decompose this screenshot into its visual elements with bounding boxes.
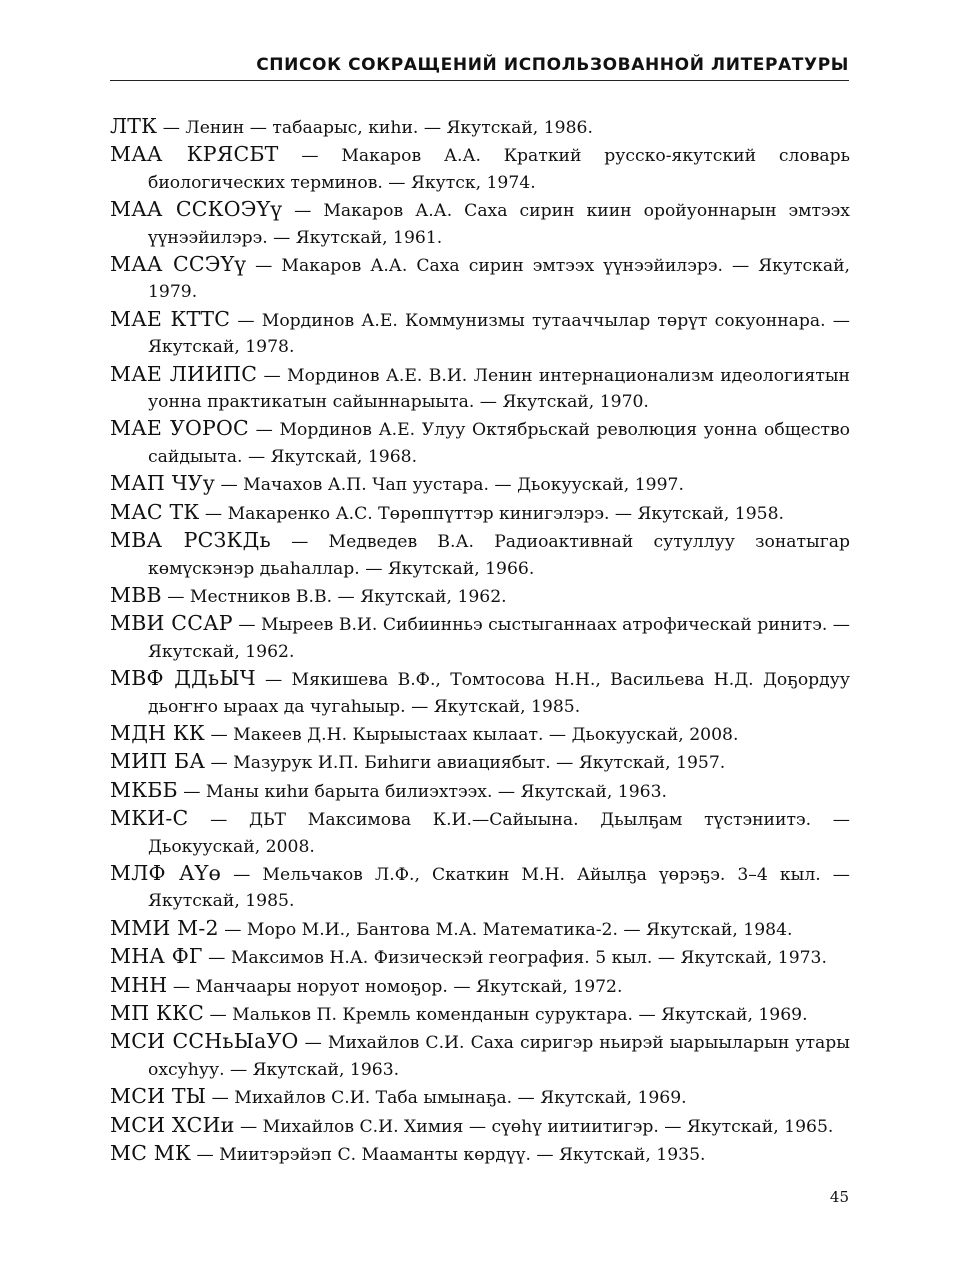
list-item bbox=[110, 361, 850, 416]
entry-abbreviation: МДН КК bbox=[110, 720, 205, 745]
entry-abbreviation: ММИ М-2 bbox=[110, 915, 219, 940]
list-item bbox=[110, 777, 850, 805]
list-item bbox=[110, 1083, 850, 1111]
entry-abbreviation: МКИ-С bbox=[110, 806, 189, 831]
entry-text: — Михайлов С.И. Химия — сүөhү иитиитигэр. — Якутскай, 1965. bbox=[234, 1116, 834, 1137]
entry-abbreviation: МАЕ УОРОС bbox=[110, 416, 249, 441]
entry-text: — Михайлов С.И. Саха сиригэр ньирэй ыарыыларын утары охсуhуу. — Якутскай, 1963. bbox=[148, 1033, 850, 1080]
entry-text: — Макаров А.А. Саха сирин эмтээх үүнээйилэрэ. — Якутскай, 1979. bbox=[148, 256, 851, 303]
entry-abbreviation: МВИ ССАР bbox=[110, 611, 233, 636]
entry-text: — Мазурук И.П. Биhиги авиациябыт. — Якутскай, 1957. bbox=[205, 753, 726, 774]
list-item bbox=[110, 196, 850, 251]
list-item bbox=[110, 610, 850, 665]
entry-abbreviation: МС МК bbox=[110, 1141, 192, 1166]
list-item bbox=[110, 720, 850, 748]
running-header-title: СПИСОК СОКРАЩЕНИЙ ИСПОЛЬЗОВАННОЙ ЛИТЕРАТУРЫ bbox=[256, 55, 849, 75]
entry-abbreviation: МВВ bbox=[110, 582, 162, 607]
entry-abbreviation: МВФ ДДьЫЧ bbox=[110, 666, 256, 691]
entry-text: — Мыреев В.И. Сибиинньэ сыстыганнаах атрофическай ринитэ. — Якутскай, 1962. bbox=[148, 615, 850, 662]
entry-text: — Макаров А.А. Саха сирин киин оройуоннарын эмтээх үүнээйилэрэ. — Якутскай, 1961. bbox=[148, 201, 850, 248]
entry-text: — Мальков П. Кремль коменданын суруктара. — Якутскай, 1969. bbox=[204, 1005, 808, 1025]
list-item bbox=[110, 665, 850, 720]
entry-abbreviation: МАЕ ЛИИПС bbox=[110, 361, 258, 386]
entry-text: — Михайлов С.И. Таба ымынаҕа. — Якутскай, 1969. bbox=[206, 1088, 687, 1109]
entry-abbreviation: МВА РСЗКДь bbox=[110, 528, 271, 553]
list-item bbox=[110, 527, 850, 582]
list-item bbox=[110, 251, 850, 306]
entry-text: — Мачахов А.П. Чап уустара. — Дьокуускай, 1997. bbox=[215, 475, 684, 496]
entry-abbreviation: МАА КРЯСБТ bbox=[110, 142, 279, 167]
entry-text: — Миитэрэйэп С. Мааманты көрдүү. — Якутскай, 1935. bbox=[191, 1145, 706, 1166]
entry-text: — Моро М.И., Бантова М.А. Математика-2. — Якутскай, 1984. bbox=[218, 919, 793, 940]
entry-abbreviation: МИП БА bbox=[110, 749, 206, 774]
page-number: 45 bbox=[829, 1188, 849, 1206]
entry-text: — Ленин — табаарыс, киhи. — Якутскай, 1986. bbox=[157, 118, 593, 138]
entry-abbreviation: МП ККС bbox=[110, 1001, 205, 1025]
entry-abbreviation: МАС ТК bbox=[110, 499, 200, 524]
list-item bbox=[110, 415, 850, 470]
entry-abbreviation: ЛТК bbox=[110, 114, 158, 138]
list-item bbox=[110, 1140, 850, 1168]
entry-abbreviation: МАА ССЭҮү bbox=[110, 252, 247, 277]
entry-text: — Мельчаков Л.Ф., Скаткин М.Н. Айылҕа үөрэҕэ. 3–4 кыл. — Якутскай, 1985. bbox=[148, 864, 850, 912]
entry-text: — Маны киhи барыта билиэхтээх. — Якутскай, 1963. bbox=[177, 781, 668, 802]
entry-text: — Медведев В.А. Радиоактивнай сутуллуу зонатыгар көмүскэнэр дьаhаллар. — Якутскай, 1966. bbox=[148, 532, 850, 579]
list-item bbox=[110, 860, 850, 915]
list-item bbox=[110, 972, 850, 1000]
list-item bbox=[110, 499, 850, 527]
entry-abbreviation: МНА ФГ bbox=[110, 944, 203, 969]
abbreviation-list bbox=[110, 113, 850, 1168]
entry-abbreviation: МКББ bbox=[110, 777, 178, 802]
list-item bbox=[110, 1028, 850, 1083]
list-item bbox=[110, 470, 850, 498]
list-item bbox=[110, 582, 850, 610]
entry-abbreviation: МАЕ КТТС bbox=[110, 306, 231, 331]
entry-abbreviation: МСИ ТЫ bbox=[110, 1084, 207, 1109]
entry-abbreviation: МЛФ АҮө bbox=[110, 860, 222, 885]
entry-text: — Манчаары норуот номоҕор. — Якутскай, 1972. bbox=[167, 976, 623, 997]
list-item bbox=[110, 805, 850, 860]
entry-text: — Мординов А.Е. В.И. Ленин интернационализм идеологиятын уонна практикатын сайыннарыыта. — Якутскай, 1970. bbox=[148, 365, 850, 413]
list-item bbox=[110, 1112, 850, 1140]
list-item bbox=[110, 306, 850, 361]
entry-abbreviation: МСИ ССНьЫаУО bbox=[110, 1029, 299, 1054]
entry-text: — Макаров А.А. Краткий русско-якутский словарь биологических терминов. — Якутск, 1974. bbox=[148, 146, 850, 193]
list-item bbox=[110, 113, 850, 141]
entry-text: — Местников В.В. — Якутскай, 1962. bbox=[161, 586, 507, 607]
entry-text: — Мякишева В.Ф., Томтосова Н.Н., Васильева Н.Д. Доҕордуу дьоҥҥо ыраах да чугаhыыр. — Якутскай, 1985. bbox=[148, 670, 850, 717]
list-item bbox=[110, 141, 850, 196]
entry-text: — Максимов Н.А. Физическэй география. 5 кыл. — Якутскай, 1973. bbox=[202, 948, 827, 969]
entry-abbreviation: МНН bbox=[110, 972, 168, 997]
entry-text: — Мординов А.Е. Коммунизмы тутааччылар төрүт сокуоннара. — Якутскай, 1978. bbox=[148, 310, 850, 358]
entry-abbreviation: МСИ ХСИи bbox=[110, 1112, 235, 1137]
entry-text: — ДЬТ Максимова К.И.—Сайыына. Дьылҕам түстэниитэ. — Дьокуускай, 2008. bbox=[148, 810, 850, 857]
entry-abbreviation: МАА ССКОЭҮү bbox=[110, 197, 283, 222]
list-item bbox=[110, 1000, 850, 1028]
running-header bbox=[110, 52, 849, 81]
list-item bbox=[110, 748, 850, 776]
list-item bbox=[110, 943, 850, 971]
list-item bbox=[110, 915, 850, 943]
entry-abbreviation: МАП ЧУу bbox=[110, 471, 216, 496]
entry-text: — Макаренко А.С. Төрөппүттэр кинигэлэрэ. — Якутскай, 1958. bbox=[199, 503, 784, 524]
entry-text: — Мординов А.Е. Улуу Октябрьскай революция уонна общество сайдыыта. — Якутскай, 1968. bbox=[148, 420, 851, 467]
entry-text: — Макеев Д.Н. Кырыыстаах кылаат. — Дьокуускай, 2008. bbox=[204, 724, 739, 745]
